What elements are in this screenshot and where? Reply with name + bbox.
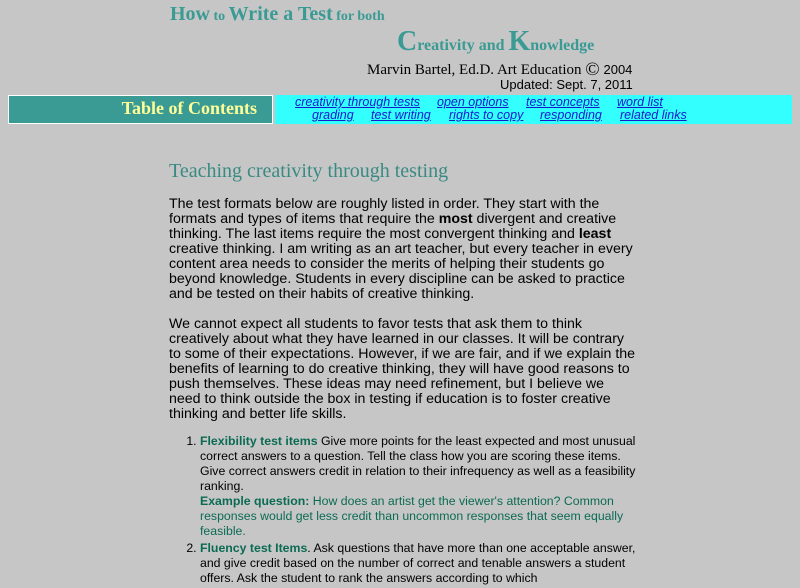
toc-link-open-options[interactable]: open options [437,95,509,109]
list-item [200,434,640,539]
title-word: to [210,9,229,24]
toc-link-word-list[interactable]: word list [617,95,663,109]
list-item-title: Fluency test Items [200,541,308,555]
paragraph-intro [169,197,639,302]
title-word: Write a Test [228,3,333,25]
text-run: The test formats below are roughly listed in order. They start with the formats and types of items that require the [169,196,600,227]
list-item [200,541,640,586]
toc-links [275,95,792,124]
title-letter: C [397,26,418,57]
toc-link-creativity-through-tests[interactable]: creativity through tests [295,95,421,109]
toc-bar [8,95,792,124]
title-line-1 [170,3,385,26]
title-word: and [474,37,509,54]
text-run: divergent and creative thinking. The last items require the most convergent thinking and [169,211,617,242]
text-run-bold: least [578,226,612,242]
list-item-body: . Ask questions that have more than one acceptable answer, and give credit based on the number of correct and tenable answers a student offers. Ask the student to rank the answers according to which [200,541,636,585]
title-word: nowledge [530,37,595,54]
title-word: for both [332,9,385,24]
toc-link-responding[interactable]: responding [540,108,602,122]
test-format-list [200,434,640,588]
copyright-year: 2004 [603,62,633,77]
title-line-2 [397,26,594,58]
section-heading: Teaching creativity through testing [169,160,449,182]
title-letter: K [508,26,531,57]
list-item-body: Give more points for the least expected and most unusual correct answers to a question. Tell the class how you are scoring these items. Give correct answers credit in relation to their infrequency as well as a feasibility ranking. [200,434,636,493]
updated-date: Updated: Sept. 7, 2011 [500,77,633,92]
author-name: Marvin Bartel, Ed.D. Art Education [367,62,582,78]
text-run-bold: most [438,211,473,227]
toc-link-test-concepts[interactable]: test concepts [526,95,600,109]
example-text: How does an artist get the viewer's attention? Common responses would get less credit than uncommon responses that seem equally feasible. [200,494,624,538]
paragraph-expectations: We cannot expect all students to favor tests that ask them to think creatively about what they have learned in our classes. It will be contrary to some of their expectations. However, if we are fair, and if we explain the benefits of learning to do creative thinking, they will have good reasons to push themselves. These ideas may need refinement, but I believe we need to think outside the box in testing if education is to foster creative thinking and better life skills. [169,316,636,422]
toc-label: Table of Contents [8,95,273,124]
title-word: reativity [417,37,475,54]
toc-link-test-writing[interactable]: test writing [371,108,431,122]
list-item-title: Flexibility test items [200,434,318,448]
toc-link-grading[interactable]: grading [312,108,354,122]
toc-link-related-links[interactable]: related links [620,108,687,122]
toc-link-rights-to-copy[interactable]: rights to copy [449,108,524,122]
title-word: How [170,3,210,25]
text-run: creative thinking. I am writing as an art teacher, but every teacher in every content area needs to consider the merits of helping their students go beyond knowledge. Students in every discipline can be asked to practice and be tested on their habits of creative thinking. [169,241,633,302]
example-label: Example question: [200,494,310,508]
copyright-icon: © [585,59,600,80]
